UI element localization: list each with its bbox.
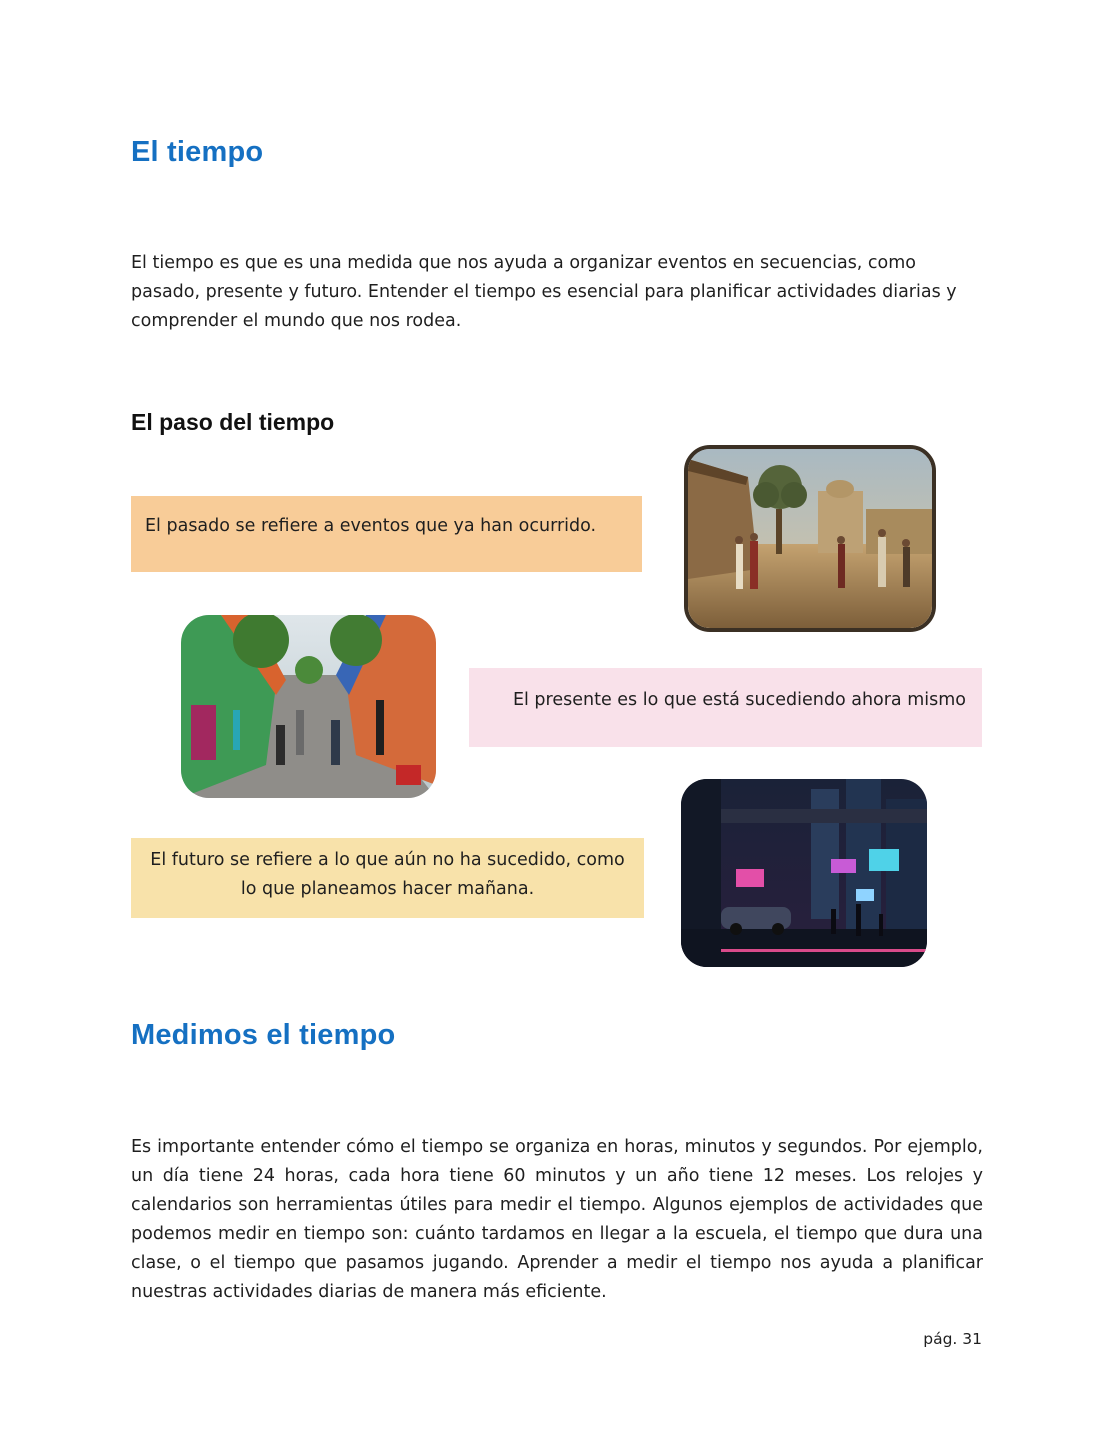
present-text-box: El presente es lo que está sucediendo ahora mismo <box>469 668 982 747</box>
section-heading-el-tiempo: El tiempo <box>131 136 264 168</box>
ancient-town-image <box>684 445 936 632</box>
past-text-box: El pasado se refiere a eventos que ya han ocurrido. <box>131 496 642 572</box>
present-street-image <box>181 615 436 798</box>
section-heading-medimos-el-tiempo: Medimos el tiempo <box>131 1019 396 1051</box>
subheading-paso-del-tiempo: El paso del tiempo <box>131 409 335 435</box>
future-city-image <box>681 779 927 967</box>
intro-paragraph: El tiempo es que es una medida que nos ayuda a organizar eventos en secuencias, como pasado, presente y futuro. Entender el tiempo es esencial para planificar actividades diarias y comprender el mundo que nos rodea. <box>131 253 957 331</box>
future-text-box: El futuro se refiere a lo que aún no ha sucedido, como lo que planeamos hacer mañana. <box>131 838 644 918</box>
page-number: pág. 31 <box>923 1330 982 1348</box>
measure-time-paragraph: Es importante entender cómo el tiempo se organiza en horas, minutos y segundos. Por ejemplo, un día tiene 24 horas, cada hora tiene 60 minutos y un año tiene 12 meses. Los relojes y calendarios son herramientas útiles para medir el tiempo. Algunos ejemplos de actividades que podemos medir en tiempo son: cuánto tardamos en llegar a la escuela, el tiempo que dura una clase, o el tiempo que pasamos jugando. Aprender a medir el tiempo nos ayuda a planificar nuestras actividades diarias de manera más eficiente. <box>131 1137 983 1302</box>
